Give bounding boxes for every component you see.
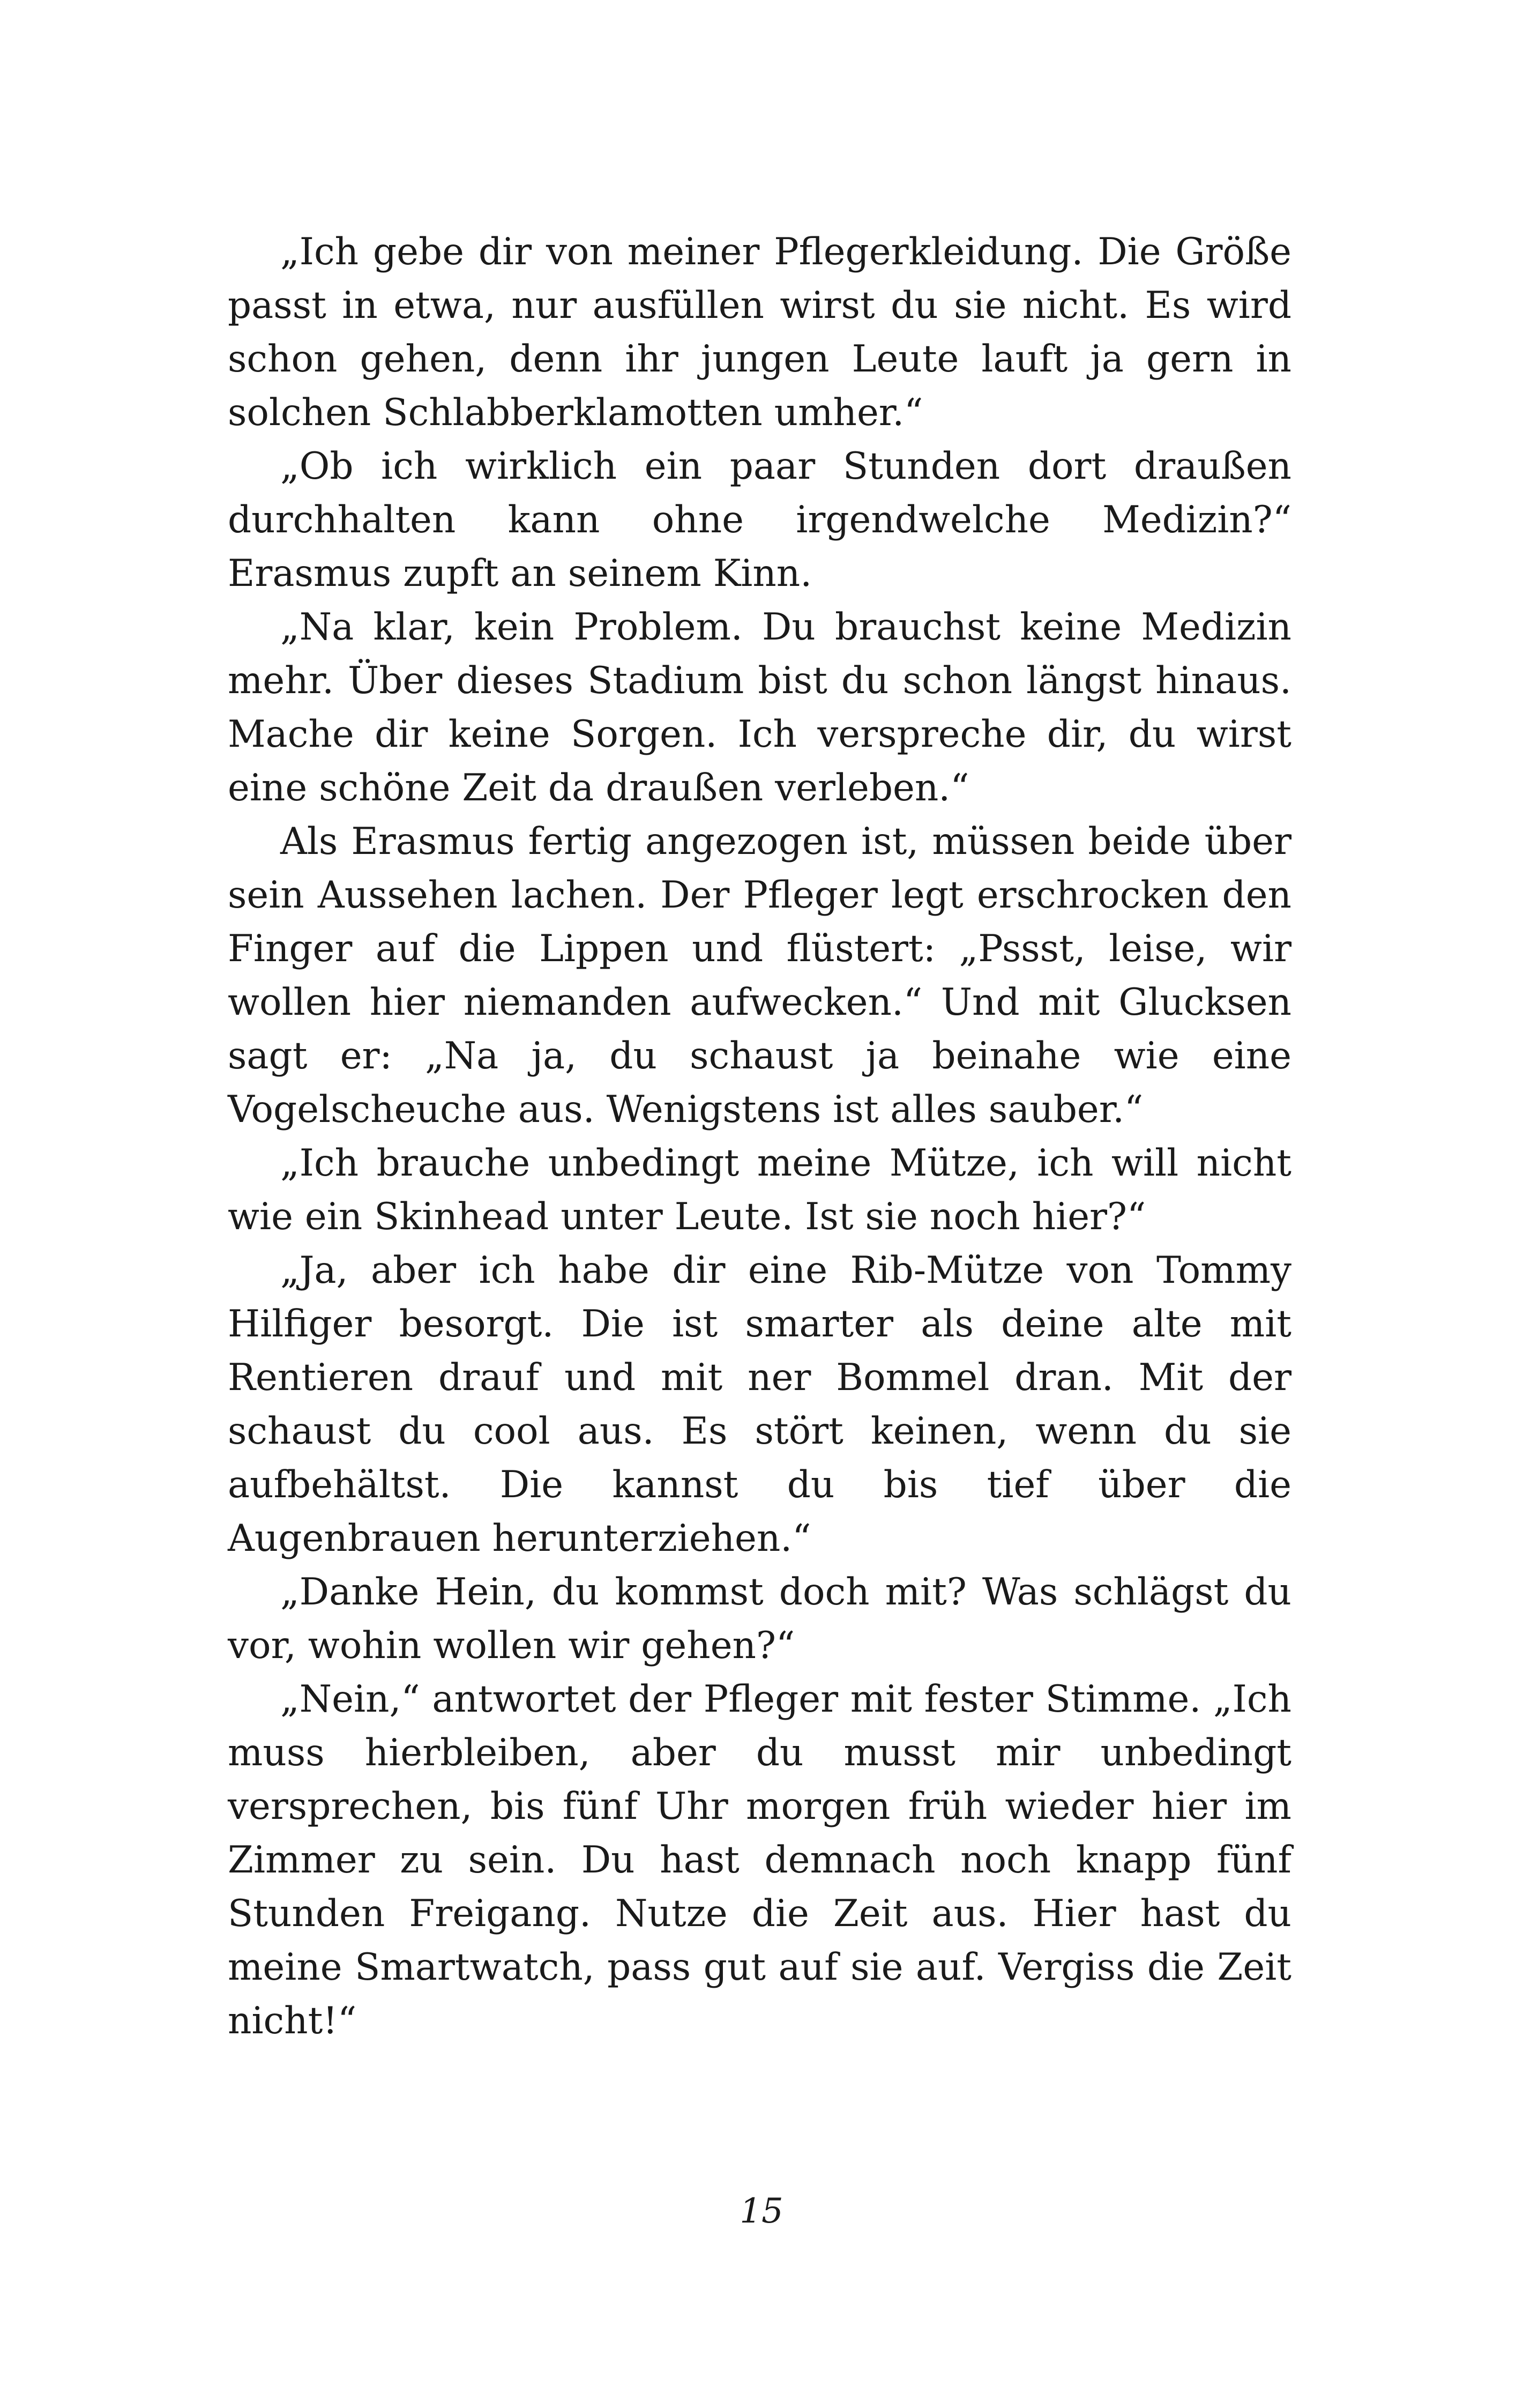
- page-number: 15: [740, 2191, 783, 2231]
- paragraph: „Ja, aber ich habe dir eine Rib-Mütze von Tommy Hilfiger besorgt. Die ist smarter als deine alte mit Rentieren drauf und mit ner Bommel dran. Mit der schaust du cool aus. Es stört keinen, wenn du sie aufbehältst. Die kannst du bis tief über die Augenbrauen herunterziehen.“: [228, 1249, 1291, 1560]
- paragraph: „Na klar, kein Problem. Du brauchst keine Medizin mehr. Über dieses Stadium bist du schon längst hinaus. Mache dir keine Sorgen. Ich verspreche dir, du wirst eine schöne Zeit da draußen verleben.“: [228, 606, 1291, 809]
- paragraph: „Ich gebe dir von meiner Pflegerkleidung. Die Größe passt in etwa, nur ausfüllen wirst du sie nicht. Es wird schon gehen, denn ihr jungen Leute lauft ja gern in solchen Schlabberklamotten umher.“: [228, 231, 1291, 434]
- paragraph: „Ob ich wirklich ein paar Stunden dort draußen durchhalten kann ohne irgendwelche Medizin?“ Erasmus zupft an seinem Kinn.: [228, 445, 1291, 595]
- paragraph: Als Erasmus fertig angezogen ist, müssen beide über sein Aussehen lachen. Der Pfleger legt erschrocken den Finger auf die Lippen und flüstert: „Pssst, leise, wir wollen hier niemanden aufwecken.“ Und mit Glucksen sagt er: „Na ja, du schaust ja beinahe wie eine Vogelscheuche aus. Wenigstens ist alles sauber.“: [228, 820, 1291, 1131]
- paragraph: „Nein,“ antwortet der Pfleger mit fester Stimme. „Ich muss hierbleiben, aber du musst mir unbedingt versprechen, bis fünf Uhr morgen früh wieder hier im Zimmer zu sein. Du hast demnach noch knapp fünf Stunden Freigang. Nutze die Zeit aus. Hier hast du meine Smartwatch, pass gut auf sie auf. Vergiss die Zeit nicht!“: [228, 1678, 1291, 2042]
- paragraph: „Ich brauche unbedingt meine Mütze, ich will nicht wie ein Skinhead unter Leute. Ist sie noch hier?“: [228, 1142, 1291, 1238]
- page-body: [228, 225, 1291, 2048]
- paragraph: „Danke Hein, du kommst doch mit? Was schlägst du vor, wohin wollen wir gehen?“: [228, 1571, 1291, 1667]
